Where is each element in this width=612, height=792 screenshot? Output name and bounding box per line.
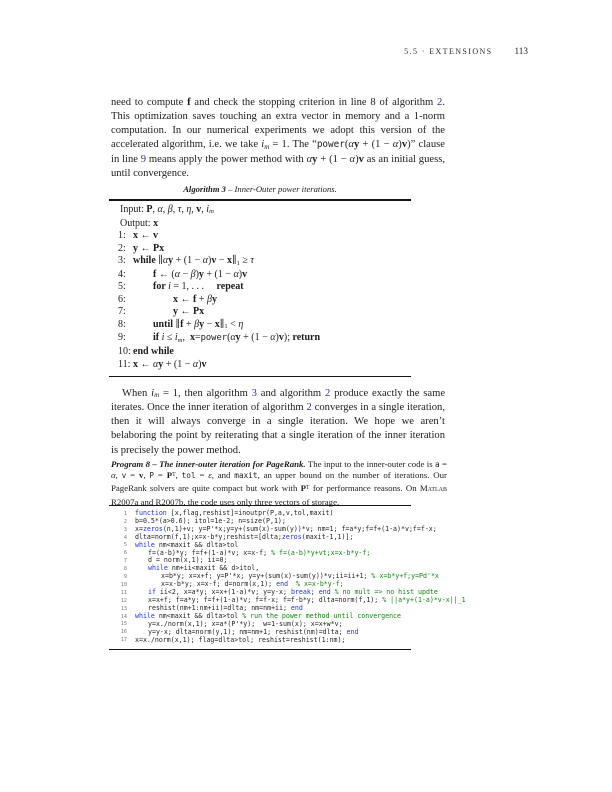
algorithm-line [109, 204, 411, 218]
text-run: m [209, 208, 214, 216]
text-run: [x,flag,reshist]=inoutpr(P,a,v,tol,maxit) [166, 509, 334, 517]
text-run: x=x+f; f=a*y; f=f+(1-a)*v; f=f-x; f=f-b*y; dlta=norm(f,1); [148, 595, 383, 604]
text-run: ≥ [239, 255, 251, 267]
paragraph-discussion [111, 387, 445, 458]
code-comment: % f=(a-b)*y+vt;x=x-b*y-f; [271, 548, 371, 557]
text-run: α [348, 139, 354, 151]
cross-reference-link[interactable]: 2 [324, 387, 331, 399]
text-run: v [278, 332, 284, 344]
text-run: α [192, 358, 199, 370]
text-run: Program 8 [111, 459, 151, 469]
text-run: When [122, 387, 152, 399]
text-run: + [183, 318, 195, 330]
code-comment: % run the power method until convergence [242, 611, 401, 620]
text-run: Output: [120, 217, 154, 229]
text-run: x=b*y; x=x+f; y=P'*x; y=y+(sum(x)-sum(y))*v;ii=ii+1; [161, 572, 372, 581]
text-run: , [175, 470, 182, 481]
algorithm-line-number: 4: [118, 268, 126, 280]
text-run: , [181, 204, 187, 215]
text-run: v [201, 358, 207, 370]
text-run: d = norm(x,1); ii=0; [148, 556, 228, 565]
text-run: T [172, 471, 176, 478]
text-run: and algorithm [256, 387, 325, 399]
text-run: y [353, 139, 360, 151]
text-run: − [204, 318, 215, 330]
text-run: 1 [224, 323, 228, 331]
text-run: ) [238, 268, 243, 280]
text-run: < [227, 318, 239, 330]
text-run: x=x./norm(x,1); flag=dlta>tol; reshist=reshist(1:nm); [135, 635, 346, 644]
text-run: Px [193, 306, 205, 318]
text-run: reshist(nm+1:nm+ii)=dlta; nm=nm+ii; [148, 603, 291, 612]
algorithm-line-number: 3: [118, 255, 126, 267]
text-run: produce exactly the same iterates. Once the inner iteration of algorithm [111, 387, 446, 413]
cross-reference-link[interactable]: 2 [306, 401, 312, 413]
text-run: α [392, 139, 399, 151]
text-run: x=x-b*y; x=x-f; d=norm(x,1); [161, 580, 277, 589]
text-run: α [349, 153, 356, 165]
text-run: y [168, 255, 174, 267]
text-run: and check the stopping criterion in line 8 of algorithm [190, 96, 438, 108]
paragraph-intro [111, 96, 445, 182]
text-run: as an initial guess, until convergence. [111, 153, 445, 180]
text-run: , and [211, 470, 235, 481]
algorithm-line [109, 332, 411, 346]
text-run: ) [275, 332, 279, 344]
code-line-number: 15 [120, 621, 127, 628]
text-run: m [177, 336, 183, 344]
text-run: (n,1)+v; y=P'*x;y=y+(sum(x)-sum(y))*v; nm=1; f=a*y;f=f+(1-a)*v;f=f-x; [162, 524, 437, 533]
text-run: i [168, 281, 171, 293]
code-keyword: while [135, 540, 155, 549]
algorithm-line [109, 319, 411, 333]
text-run: ← [138, 358, 153, 370]
cross-reference-link[interactable]: 3 [251, 387, 257, 399]
code-line-number: 8 [123, 566, 127, 573]
text-run: β [194, 318, 200, 330]
text-run: i [206, 204, 210, 215]
program-8-caption [111, 459, 447, 508]
text-run: , [182, 332, 190, 344]
text-run: v [358, 153, 364, 165]
text-run: x [153, 217, 159, 229]
code-comment: % no mult => no hist updte [334, 588, 438, 597]
text-run: ∥ [158, 255, 163, 267]
code-line-number: 6 [123, 550, 127, 557]
text-run: + (1 − [240, 332, 271, 344]
code-line-number: 2 [123, 518, 127, 525]
text-run: v [196, 204, 202, 215]
text-run: α [157, 204, 163, 215]
cross-reference-link[interactable]: 2 [437, 96, 443, 108]
text-run: i [261, 139, 265, 151]
code-line-number: 4 [123, 534, 127, 541]
text-run: f [180, 318, 184, 330]
algorithm-line-number: 6: [118, 293, 126, 305]
algorithm-line-number: 10: [118, 346, 131, 358]
algorithm-line-number: 5: [118, 281, 126, 293]
algorithm-line [109, 281, 411, 294]
text-run: T [306, 484, 310, 491]
code-keyword: break [290, 588, 311, 597]
code-comment: % ||a*y+(1-a)*v-x||_1 [382, 595, 466, 604]
text-run: η [238, 318, 244, 330]
code-line-number: 16 [120, 629, 127, 636]
text-run: , [115, 470, 122, 481]
code-line-number: 14 [120, 613, 127, 620]
text-run: α [230, 332, 236, 344]
algorithm-line-number: 9: [118, 332, 126, 344]
text-run: + (1 − [317, 153, 350, 165]
text-run: ) [398, 139, 402, 151]
algorithm-body [109, 199, 411, 377]
text-run: v [401, 139, 408, 151]
code-line-number: 10 [120, 581, 127, 588]
text-run: , [143, 470, 150, 481]
code-comment: % x=x-b*y-f; [296, 580, 344, 589]
text-run: ii<2, x=a*y; x=x+(1-a)*v; y=y-x; [155, 588, 291, 597]
algorithm-line [109, 294, 411, 307]
text-run: – The inner-outer iteration for PageRank. [150, 459, 306, 469]
text-run: until [153, 318, 176, 330]
text-run: τ [177, 204, 182, 215]
text-run: end while [133, 346, 174, 358]
text-run: β [206, 293, 212, 305]
text-run: 1 [236, 259, 240, 267]
text-run: = [195, 470, 209, 481]
text-run: + (1 − [203, 268, 234, 280]
text-run: , [152, 204, 158, 215]
code-line-number: 13 [120, 605, 127, 612]
algorithm-line-number: 1: [118, 230, 126, 242]
text-run: ) [208, 255, 212, 267]
text-run: β [190, 268, 196, 280]
inline-code: maxit [234, 471, 258, 481]
text-run: return [292, 332, 321, 344]
text-run: i [151, 387, 155, 399]
code-keyword: while [135, 611, 155, 620]
text-run: ∥ [175, 318, 181, 330]
text-run: + (1 − [173, 255, 203, 267]
text-run: nm+ii<maxit && d>itol, [167, 564, 260, 573]
text-run: ∥ [232, 255, 237, 267]
text-run: τ [250, 255, 255, 267]
text-run: ) [195, 268, 199, 280]
text-run: repeat [216, 281, 244, 293]
text-run: x= [135, 524, 143, 533]
text-run: Matlab [419, 483, 447, 494]
algorithm-line-number: 7: [118, 306, 126, 318]
algorithm-line-number: 2: [118, 242, 126, 254]
text-run: α [270, 332, 276, 344]
code-line [109, 637, 411, 645]
algorithm-line [109, 306, 411, 319]
code-line-number: 12 [120, 597, 127, 604]
text-run: ∥ [219, 318, 225, 330]
code-listing-inoutpr [109, 505, 466, 650]
algorithm-line [109, 255, 411, 269]
text-run [288, 580, 296, 588]
text-run: = [194, 332, 201, 344]
algorithm-caption [109, 184, 411, 195]
text-run: , [201, 204, 207, 215]
code-comment: % x=b*y+f;y=Pd'*x [371, 572, 439, 581]
text-run: P [166, 470, 173, 481]
text-run: − [179, 268, 191, 280]
text-run: while [133, 255, 159, 267]
text-run: nm<maxit && dlta>tol [154, 540, 239, 549]
text-run: v [211, 255, 217, 267]
inline-code: power [200, 333, 228, 344]
text-run: means apply the power method with [146, 153, 307, 165]
code-keyword: if [148, 588, 156, 597]
text-run: f=(a-b)*y; f=f+(1-a)*v; x=x-f; [148, 548, 272, 557]
text-run: = 1, then algorithm [159, 387, 252, 399]
code-keyword: end [290, 603, 303, 612]
text-run: v [242, 268, 248, 280]
page-header [0, 41, 528, 59]
text-run: v [138, 470, 144, 481]
code-line-number: 5 [123, 542, 127, 549]
code-keyword: function [135, 509, 167, 517]
code-line-number: 7 [123, 558, 127, 565]
code-keyword: end [276, 580, 289, 589]
text-run: f [193, 293, 197, 305]
text-run: P [146, 204, 153, 215]
text-run: if [153, 332, 162, 344]
text-run: β [167, 204, 173, 215]
inline-code: P [149, 471, 155, 481]
text-run: , [191, 204, 197, 215]
text-run: y [235, 332, 241, 344]
text-run: ← [178, 306, 193, 318]
algorithm-line [109, 359, 411, 372]
code-keyword: zeros [142, 524, 163, 533]
text-run: α [202, 255, 209, 267]
text-run: m [154, 391, 160, 400]
algorithm-line [109, 346, 411, 359]
text-run: for [153, 281, 169, 293]
text-run: y=y-x; dlta=norm(y,1); nm=nm+1; reshist(nm)=dlta; [148, 627, 347, 636]
text-run: α [233, 268, 239, 280]
text-run: , an upper bound on the number of iterations. Our PageRank solvers are quite compact but work with [111, 470, 447, 494]
text-run: i [174, 332, 178, 344]
text-run: (maxit-1,1)]; [301, 532, 354, 541]
text-run: b=0.5*(a>0.6); itol=1e-2; n=size(P,1); [135, 516, 286, 525]
text-run: ) [355, 153, 359, 165]
inline-code: v [121, 471, 127, 481]
text-run: . This optimization saves touching an extra vector in memory and a 1-norm computation. In our numerical experiments we adopt this version of the accelerated algorithm, i.e. we take [111, 96, 445, 151]
algorithm-line-number: 8: [118, 318, 126, 330]
text-run: α [306, 153, 313, 165]
algorithm-line-number: 11: [118, 358, 131, 370]
algorithm-line [109, 269, 411, 282]
text-run: y [198, 268, 204, 280]
text-run: x [173, 293, 178, 305]
text-run: ε [208, 470, 212, 481]
text-run: α [111, 470, 116, 481]
code-line-number: 17 [120, 637, 127, 644]
text-run: dlta=norm(f,1);x=x-b*y;reshist=[dlta; [135, 532, 282, 541]
code-line-number: 1 [123, 510, 127, 517]
text-run: = [126, 470, 139, 481]
text-run: = [439, 459, 447, 469]
text-run: ; [310, 588, 319, 597]
text-run: = 1. The “ [269, 139, 317, 151]
text-run: + (1 − [359, 139, 393, 151]
text-run: α [174, 268, 180, 280]
text-run: ≤ [164, 332, 175, 344]
text-run: f [187, 96, 191, 108]
text-run: x [227, 255, 232, 267]
text-run: y [312, 153, 318, 165]
text-run: )” clause in line [111, 139, 445, 165]
text-run: , [162, 204, 168, 215]
inline-code: power [316, 139, 345, 151]
algorithm-line [109, 218, 411, 231]
page-number: 113 [514, 46, 528, 56]
text-run: η [186, 204, 192, 215]
text-run: α [153, 358, 159, 370]
text-run: y=x./norm(x,1); x=a*(P'*y); w=1-sum(x); x=x+w*v; [148, 619, 343, 628]
text-run: P [300, 483, 307, 494]
text-run: ( [227, 332, 231, 344]
text-run: m [264, 143, 270, 152]
text-run: nm<maxit && dlta>tol [154, 611, 243, 620]
text-run: – Inner-Outer power iterations. [225, 184, 337, 194]
code-keyword: end [346, 627, 359, 636]
algorithm-line [109, 243, 411, 256]
text-run: ← [138, 242, 153, 254]
text-run: Algorithm 3 [183, 184, 226, 194]
algorithm-line [109, 230, 411, 243]
text-run: + [196, 293, 207, 305]
text-run: The input to the inner-outer code is [305, 459, 435, 469]
text-run: ← [178, 293, 193, 305]
code-keyword: while [148, 564, 168, 573]
text-run: = [154, 470, 167, 481]
text-run: ← ( [156, 268, 175, 280]
text-run: x [133, 358, 138, 370]
code-keyword: zeros [281, 532, 302, 541]
code-keyword: end [318, 588, 331, 597]
text-run: x [214, 318, 220, 330]
text-run: = 1, . . . [170, 281, 217, 293]
code-line-number: 9 [123, 574, 127, 581]
text-run: α [162, 255, 169, 267]
text-run: Px [153, 242, 165, 254]
code-line-number: 11 [120, 589, 127, 596]
text-run: Input: [120, 204, 147, 215]
running-head: 5.5 · EXTENSIONS [404, 47, 493, 56]
inline-code: a [435, 460, 440, 469]
text-run: + (1 − [163, 358, 193, 370]
text-run: , [172, 204, 178, 215]
text-run: − [216, 255, 227, 267]
text-run: ) [198, 358, 202, 370]
text-run: y [133, 242, 138, 254]
code-line-number: 3 [123, 526, 127, 533]
text-run: f [153, 268, 157, 280]
text-run: v [153, 230, 158, 242]
text-run: x [133, 230, 138, 242]
text-run: ← [138, 230, 153, 242]
text-run: ); [283, 332, 293, 344]
text-run: converges in a single iteration, then it will always converge in a single iteration. We hope we aren’t belaboring the point by reiterating that a single iteration of the inner iteration is precisely the power method. [111, 401, 445, 456]
text-run: need to compute [111, 96, 188, 108]
inline-code: tol [181, 471, 196, 481]
text-run: ( [344, 139, 349, 151]
algorithm-3-box [109, 184, 411, 377]
text-run: y [173, 306, 178, 318]
text-run: y [211, 293, 217, 305]
text-run: for performance reasons. On [309, 483, 420, 494]
text-run: i [161, 332, 165, 344]
text-run: y [158, 358, 164, 370]
text-run: y [199, 318, 205, 330]
cross-reference-link[interactable]: 9 [140, 153, 147, 165]
text-run: x [189, 332, 195, 344]
text-run: R2007a and R2007b, the code uses only three vectors of storage. [111, 496, 340, 507]
